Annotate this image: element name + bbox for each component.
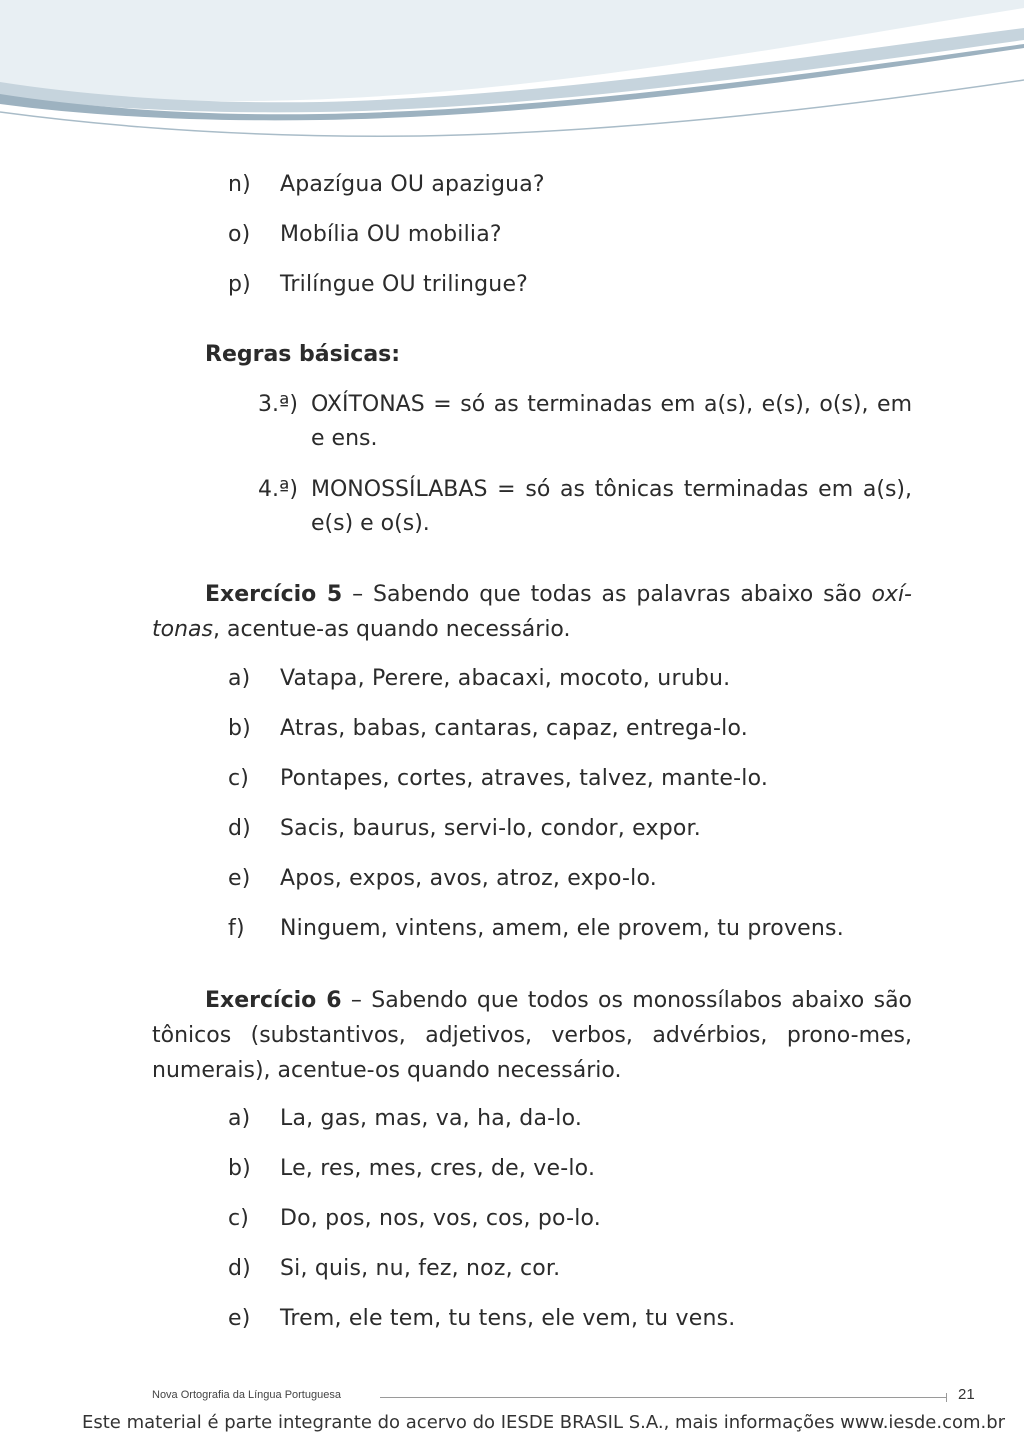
exercise-5-item — [228, 864, 657, 894]
item-text: Si, quis, nu, fez, noz, cor. — [280, 1256, 561, 1281]
item-label: c) — [228, 766, 250, 791]
exercise-5-item — [228, 914, 844, 944]
exercise-6-intro-text: – Sabendo que todos os monossílabos abaixo são tônicos (substantivos, adjetivos, verbos, advérbios, prono-mes, numerais), acentue-os quando necessário. — [152, 988, 913, 1083]
rule-text: OXÍTONAS = só as terminadas em a(s), e(s), o(s), em e ens. — [311, 392, 912, 451]
exercise-5-title: Exercício 5 — [205, 582, 343, 607]
item-text: Le, res, mes, cres, de, ve-lo. — [280, 1156, 596, 1181]
question-item — [228, 220, 502, 250]
exercise-5-item — [228, 664, 730, 694]
rule-item — [258, 388, 912, 456]
item-label: f) — [228, 916, 245, 941]
item-label: e) — [228, 866, 251, 891]
exercise-5-italic-word: oxí-tonas — [152, 582, 912, 642]
footer-rule-end — [946, 1393, 947, 1402]
exercise-6-item — [228, 1304, 735, 1334]
rule-text: MONOSSÍLABAS = só as tônicas terminadas em a(s), e(s) e o(s). — [311, 477, 912, 536]
item-label: e) — [228, 1306, 251, 1331]
question-item — [228, 170, 545, 200]
exercise-6-title: Exercício 6 — [205, 988, 342, 1013]
rule-number: 4.ª) — [258, 477, 298, 502]
rule-item — [258, 473, 912, 541]
header-wave-decoration — [0, 0, 1024, 150]
item-text: Mobília OU mobilia? — [280, 222, 502, 247]
item-text: Apos, expos, avos, atroz, expo-lo. — [280, 866, 657, 891]
exercise-5-item — [228, 814, 701, 844]
item-label: o) — [228, 222, 251, 247]
item-text: Trilíngue OU trilingue? — [280, 272, 529, 297]
item-label: n) — [228, 172, 251, 197]
item-label: d) — [228, 816, 251, 841]
item-text: Vatapa, Perere, abacaxi, mocoto, urubu. — [280, 666, 731, 691]
exercise-6-intro — [152, 983, 912, 1088]
exercise-5-intro-end: , acentue-as quando necessário. — [212, 617, 571, 642]
item-label: a) — [228, 1106, 251, 1131]
item-text: Do, pos, nos, vos, cos, po-lo. — [280, 1206, 601, 1231]
item-text: Pontapes, cortes, atraves, talvez, mante-lo. — [280, 766, 769, 791]
exercise-6-item — [228, 1104, 582, 1134]
exercise-5-intro — [152, 577, 912, 647]
item-label: p) — [228, 272, 251, 297]
item-label: b) — [228, 716, 251, 741]
footer-book-title: Nova Ortografia da Língua Portuguesa — [152, 1389, 341, 1401]
exercise-5-intro-text: – Sabendo que todas as palavras abaixo são — [342, 582, 872, 607]
footer-rule — [380, 1397, 946, 1398]
rules-heading: Regras básicas: — [205, 342, 401, 367]
item-text: Atras, babas, cantaras, capaz, entrega-lo. — [280, 716, 748, 741]
footer-credit: Este material é parte integrante do acervo do IESDE BRASIL S.A., mais informações www.iesde.com.br — [82, 1412, 1006, 1433]
question-item — [228, 270, 528, 300]
item-text: Trem, ele tem, tu tens, ele vem, tu vens. — [280, 1306, 736, 1331]
exercise-5-item — [228, 714, 748, 744]
item-text: Sacis, baurus, servi-lo, condor, expor. — [280, 816, 701, 841]
item-label: b) — [228, 1156, 251, 1181]
exercise-6-item — [228, 1254, 560, 1284]
rule-number: 3.ª) — [258, 392, 298, 417]
exercise-6-item — [228, 1204, 601, 1234]
page-number: 21 — [958, 1386, 975, 1403]
item-label: d) — [228, 1256, 251, 1281]
exercise-5-item — [228, 764, 768, 794]
item-text: Apazígua OU apazigua? — [280, 172, 545, 197]
item-label: c) — [228, 1206, 250, 1231]
item-text: La, gas, mas, va, ha, da-lo. — [280, 1106, 583, 1131]
item-label: a) — [228, 666, 251, 691]
exercise-6-item — [228, 1154, 595, 1184]
item-text: Ninguem, vintens, amem, ele provem, tu provens. — [280, 916, 844, 941]
